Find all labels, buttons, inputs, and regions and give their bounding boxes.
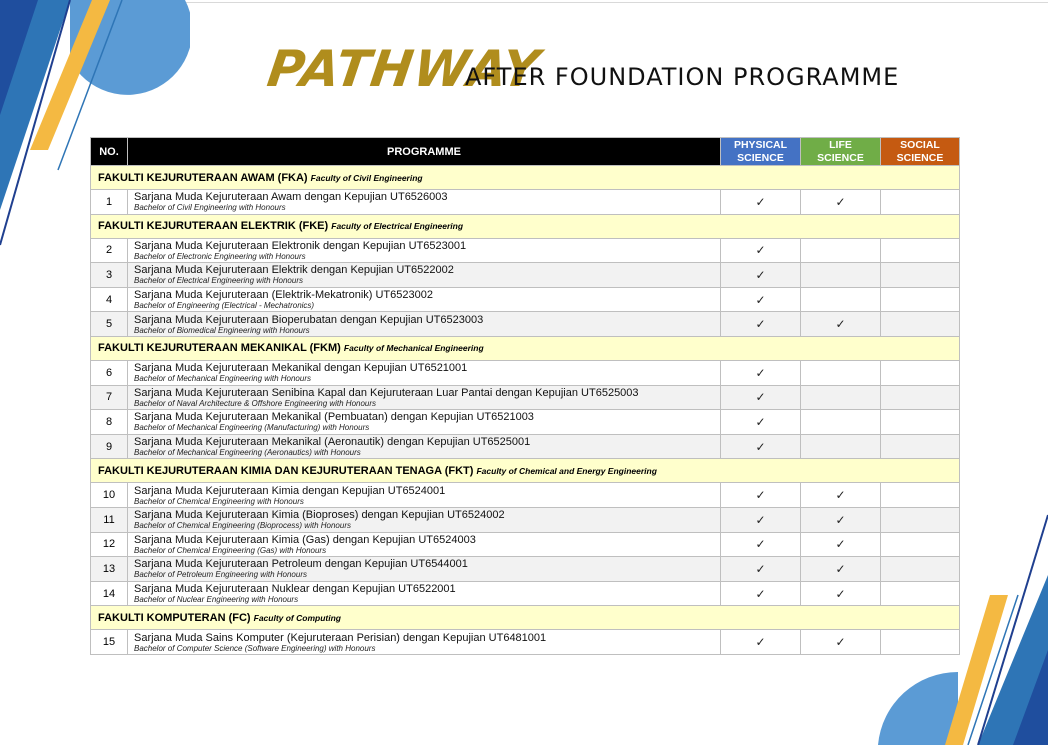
faculty-name-english: Faculty of Computing (253, 612, 341, 623)
physical-science-check: ✓ (721, 630, 801, 655)
physical-science-check: ✓ (721, 434, 801, 459)
programme-number: 6 (91, 360, 128, 385)
programme-name-english: Bachelor of Chemical Engineering (Bioprocess) with Honours (134, 521, 351, 531)
programme-number: 2 (91, 238, 128, 263)
programme-cell (128, 410, 721, 435)
header-social-science (881, 138, 960, 166)
faculty-heading (91, 166, 960, 190)
life-science-check: ✓ (801, 190, 881, 215)
faculty-name: FAKULTI KOMPUTERAN (FC) (98, 611, 251, 624)
life-science-check (801, 238, 881, 263)
programme-name-english: Bachelor of Civil Engineering with Honours (134, 203, 286, 213)
social-science-check (881, 532, 960, 557)
life-science-check (801, 360, 881, 385)
programme-name-english: Bachelor of Electrical Engineering with Honours (134, 276, 303, 286)
programme-name: Sarjana Muda Kejuruteraan Bioperubatan dengan Kepujian UT6523003 (134, 313, 484, 326)
programme-number: 7 (91, 385, 128, 410)
social-science-check (881, 581, 960, 606)
programme-cell (128, 581, 721, 606)
table-row (91, 385, 960, 410)
programme-number: 13 (91, 557, 128, 582)
programme-name-english: Bachelor of Mechanical Engineering (Aeronautics) with Honours (134, 448, 361, 458)
programme-name: Sarjana Muda Kejuruteraan Elektrik dengan Kepujian UT6522002 (134, 264, 454, 277)
faculty-name-english: Faculty of Electrical Engineering (331, 221, 464, 232)
faculty-row (91, 336, 960, 360)
programme-number: 10 (91, 483, 128, 508)
programme-name: Sarjana Muda Kejuruteraan Mekanikal (Aeronautik) dengan Kepujian UT6525001 (134, 436, 531, 449)
life-science-check: ✓ (801, 507, 881, 532)
programme-cell (128, 557, 721, 582)
faculty-name: FAKULTI KEJURUTERAAN AWAM (FKA) (98, 171, 308, 184)
faculty-name-english: Faculty of Mechanical Engineering (343, 343, 484, 354)
header-social-line1: SOCIAL (900, 138, 940, 151)
programme-number: 9 (91, 434, 128, 459)
physical-science-check: ✓ (721, 385, 801, 410)
header-no: NO. (91, 138, 128, 166)
life-science-check: ✓ (801, 532, 881, 557)
table-row (91, 581, 960, 606)
social-science-check (881, 507, 960, 532)
life-science-check: ✓ (801, 483, 881, 508)
social-science-check (881, 434, 960, 459)
faculty-row (91, 214, 960, 238)
header-physical-science (721, 138, 801, 166)
programme-cell (128, 263, 721, 288)
programme-number: 1 (91, 190, 128, 215)
social-science-check (881, 483, 960, 508)
table-row (91, 238, 960, 263)
header-physical-line2: SCIENCE (737, 151, 784, 164)
table-row (91, 190, 960, 215)
social-science-check (881, 190, 960, 215)
faculty-heading (91, 459, 960, 483)
programme-number: 5 (91, 312, 128, 337)
social-science-check (881, 630, 960, 655)
social-science-check (881, 410, 960, 435)
table-row (91, 434, 960, 459)
programme-number: 14 (91, 581, 128, 606)
table-row (91, 360, 960, 385)
table-row (91, 263, 960, 288)
life-science-check (801, 410, 881, 435)
physical-science-check: ✓ (721, 410, 801, 435)
programme-name-english: Bachelor of Nuclear Engineering with Honours (134, 595, 299, 605)
social-science-check (881, 312, 960, 337)
programme-name: Sarjana Muda Kejuruteraan Awam dengan Kepujian UT6526003 (134, 191, 448, 204)
physical-science-check: ✓ (721, 557, 801, 582)
faculty-row (91, 606, 960, 630)
programme-name: Sarjana Muda Kejuruteraan Senibina Kapal dan Kejuruteraan Luar Pantai dengan Kepujian UT6525003 (134, 386, 639, 399)
life-science-check (801, 287, 881, 312)
programme-name-english: Bachelor of Engineering (Electrical - Mechatronics) (134, 301, 315, 311)
social-science-check (881, 360, 960, 385)
physical-science-check: ✓ (721, 483, 801, 508)
programme-name-english: Bachelor of Biomedical Engineering with Honours (134, 325, 310, 335)
physical-science-check: ✓ (721, 263, 801, 288)
programme-cell (128, 532, 721, 557)
life-science-check: ✓ (801, 557, 881, 582)
programme-name: Sarjana Muda Sains Komputer (Kejuruteraan Perisian) dengan Kepujian UT6481001 (134, 631, 547, 644)
programme-number: 3 (91, 263, 128, 288)
programme-name-english: Bachelor of Electronic Engineering with Honours (134, 251, 306, 261)
programme-name: Sarjana Muda Kejuruteraan Nuklear dengan Kepujian UT6522001 (134, 583, 456, 596)
physical-science-check: ✓ (721, 581, 801, 606)
programme-name: Sarjana Muda Kejuruteraan Kimia dengan Kepujian UT6524001 (134, 484, 446, 497)
table-row (91, 557, 960, 582)
programme-name: Sarjana Muda Kejuruteraan Kimia (Bioproses) dengan Kepujian UT6524002 (134, 509, 505, 522)
physical-science-check: ✓ (721, 532, 801, 557)
life-science-check (801, 263, 881, 288)
table-header-row (91, 138, 960, 166)
table-row (91, 507, 960, 532)
life-science-check: ✓ (801, 581, 881, 606)
programme-name-english: Bachelor of Petroleum Engineering with Honours (134, 570, 307, 580)
programme-number: 12 (91, 532, 128, 557)
programme-cell (128, 507, 721, 532)
programme-name-english: Bachelor of Naval Architecture & Offshore Engineering with Honours (134, 398, 377, 408)
header-physical-line1: PHYSICAL (733, 138, 788, 151)
physical-science-check: ✓ (721, 312, 801, 337)
life-science-check (801, 385, 881, 410)
life-science-check: ✓ (801, 312, 881, 337)
programme-name: Sarjana Muda Kejuruteraan Mekanikal dengan Kepujian UT6521001 (134, 362, 468, 375)
title-subtitle: AFTER FOUNDATION PROGRAMME (465, 63, 900, 91)
faculty-name: FAKULTI KEJURUTERAAN MEKANIKAL (FKM) (98, 342, 341, 355)
programme-name: Sarjana Muda Kejuruteraan (Elektrik-Mekatronik) UT6523002 (134, 289, 433, 302)
social-science-check (881, 385, 960, 410)
physical-science-check: ✓ (721, 287, 801, 312)
programme-name-english: Bachelor of Chemical Engineering with Honours (134, 496, 304, 506)
faculty-row (91, 459, 960, 483)
faculty-heading (91, 606, 960, 630)
programme-cell (128, 190, 721, 215)
programme-number: 11 (91, 507, 128, 532)
programme-cell (128, 385, 721, 410)
programme-cell (128, 483, 721, 508)
faculty-name: FAKULTI KEJURUTERAAN KIMIA DAN KEJURUTERAAN TENAGA (FKT) (98, 464, 474, 477)
header-life-line1: LIFE (829, 138, 852, 151)
faculty-heading (91, 336, 960, 360)
table-row (91, 312, 960, 337)
physical-science-check: ✓ (721, 360, 801, 385)
header-life-line2: SCIENCE (817, 151, 864, 164)
faculty-name-english: Faculty of Chemical and Energy Engineering (476, 465, 657, 476)
life-science-check: ✓ (801, 630, 881, 655)
programme-table (90, 137, 960, 655)
header-programme: PROGRAMME (128, 138, 721, 166)
faculty-name: FAKULTI KEJURUTERAAN ELEKTRIK (FKE) (98, 220, 329, 233)
table-row (91, 630, 960, 655)
programme-number: 15 (91, 630, 128, 655)
faculty-name-english: Faculty of Civil Engineering (310, 172, 423, 183)
programme-cell (128, 434, 721, 459)
programme-name-english: Bachelor of Chemical Engineering (Gas) with Honours (134, 545, 327, 555)
programme-cell (128, 630, 721, 655)
programme-cell (128, 360, 721, 385)
programme-name-english: Bachelor of Computer Science (Software Engineering) with Honours (134, 643, 376, 653)
programme-name: Sarjana Muda Kejuruteraan Mekanikal (Pembuatan) dengan Kepujian UT6521003 (134, 411, 534, 424)
table-row (91, 483, 960, 508)
page-title (0, 40, 1048, 110)
title-pathway: PATHWAY (263, 40, 544, 98)
faculty-row (91, 166, 960, 190)
programme-name: Sarjana Muda Kejuruteraan Elektronik dengan Kepujian UT6523001 (134, 239, 467, 252)
life-science-check (801, 434, 881, 459)
programme-cell (128, 312, 721, 337)
table-row (91, 410, 960, 435)
physical-science-check: ✓ (721, 238, 801, 263)
social-science-check (881, 287, 960, 312)
programme-cell (128, 238, 721, 263)
programme-number: 8 (91, 410, 128, 435)
programme-name-english: Bachelor of Mechanical Engineering (Manufacturing) with Honours (134, 423, 370, 433)
physical-science-check: ✓ (721, 507, 801, 532)
header-social-line2: SCIENCE (896, 151, 944, 164)
social-science-check (881, 263, 960, 288)
programme-number: 4 (91, 287, 128, 312)
physical-science-check: ✓ (721, 190, 801, 215)
programme-cell (128, 287, 721, 312)
social-science-check (881, 557, 960, 582)
faculty-heading (91, 214, 960, 238)
social-science-check (881, 238, 960, 263)
programme-name: Sarjana Muda Kejuruteraan Petroleum dengan Kepujian UT6544001 (134, 558, 468, 571)
header-life-science (801, 138, 881, 166)
table-row (91, 287, 960, 312)
programme-name-english: Bachelor of Mechanical Engineering with Honours (134, 374, 311, 384)
table-row (91, 532, 960, 557)
programme-name: Sarjana Muda Kejuruteraan Kimia (Gas) dengan Kepujian UT6524003 (134, 533, 476, 546)
